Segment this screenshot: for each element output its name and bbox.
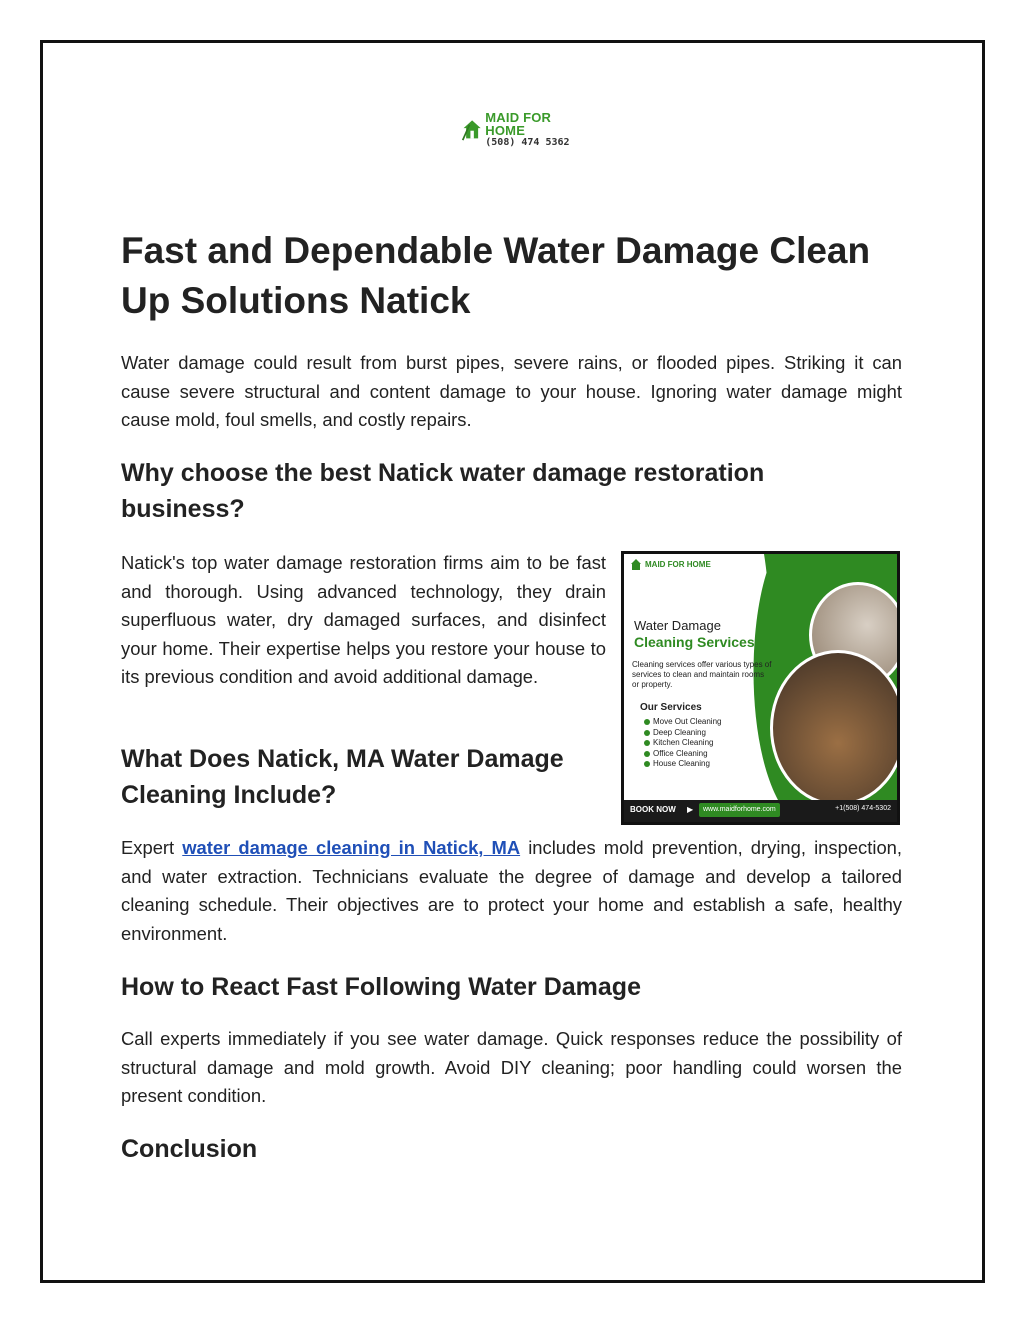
promo-logo-name: MAID FOR HOME (645, 560, 711, 569)
list-item: House Cleaning (644, 759, 721, 770)
list-item: Kitchen Cleaning (644, 738, 721, 749)
section-heading-what-does: What Does Natick, MA Water Damage Cleaning Include? (121, 745, 564, 809)
promo-title-line1: Water Damage (634, 618, 721, 633)
promo-image (621, 551, 900, 825)
promo-footer (624, 800, 897, 822)
promo-title-line2: Cleaning Services (634, 634, 755, 650)
what-does-paragraph (121, 834, 902, 948)
check-icon (644, 719, 650, 725)
promo-services-heading: Our Services (640, 702, 702, 713)
house-broom-icon (461, 114, 483, 144)
list-item: Office Cleaning (644, 749, 721, 760)
book-now-label: BOOK NOW (630, 805, 676, 814)
water-damage-cleaning-link[interactable]: water damage cleaning in Natick, MA (182, 837, 521, 858)
section-heading-react-fast: How to React Fast Following Water Damage (121, 973, 641, 1001)
why-choose-paragraph: Natick's top water damage restoration firms aim to be fast and thorough. Using advanced technology, they drain superfluous water, dry damaged surfaces, and disinfect your home. Their expertise helps you restore your house to its previous condition and avoid additional damage. (121, 552, 606, 687)
promo-logo (630, 558, 711, 571)
promo-website: www.maidforhome.com (699, 803, 780, 817)
list-item: Deep Cleaning (644, 728, 721, 739)
promo-description: Cleaning services offer various types of services to clean and maintain rooms or property. (632, 660, 772, 689)
page-title: Fast and Dependable Water Damage Clean Up Solutions Natick (121, 230, 871, 321)
section-heading-conclusion: Conclusion (121, 1135, 258, 1163)
promo-services-list (644, 717, 721, 770)
play-arrow-icon: ▶ (687, 805, 694, 814)
brand-logo (461, 109, 579, 148)
what-does-prefix: Expert (121, 837, 183, 858)
intro-paragraph: Water damage could result from burst pipes, severe rains, or flooded pipes. Striking it can cause severe structural and content damage to your house. Ignoring water damage might cause mold, foul smells, and costly repairs. (121, 352, 902, 430)
check-icon (644, 740, 650, 746)
check-icon (644, 751, 650, 757)
list-item: Move Out Cleaning (644, 717, 721, 728)
house-icon (630, 558, 642, 571)
check-icon (644, 761, 650, 767)
promo-phone: +1(508) 474-5302 (835, 805, 891, 812)
react-fast-paragraph: Call experts immediately if you see water damage. Quick responses reduce the possibility of structural damage and mold growth. Avoid DIY cleaning; poor handling could worsen the present condition. (121, 1028, 902, 1106)
section-heading-why-choose: Why choose the best Natick water damage restoration business? (121, 459, 765, 523)
brand-name: MAID FOR HOME (485, 109, 552, 138)
what-does-suffix: includes mold prevention, drying, inspection, and water extraction. Technicians evaluate the degree of damage and develop a tailored cleaning schedule. Their objectives are to protect your home and establish a safe, healthy environment. (121, 837, 903, 944)
check-icon (644, 730, 650, 736)
water-extraction-photo (770, 650, 900, 806)
brand-phone: (508) 474 5362 (485, 136, 570, 148)
